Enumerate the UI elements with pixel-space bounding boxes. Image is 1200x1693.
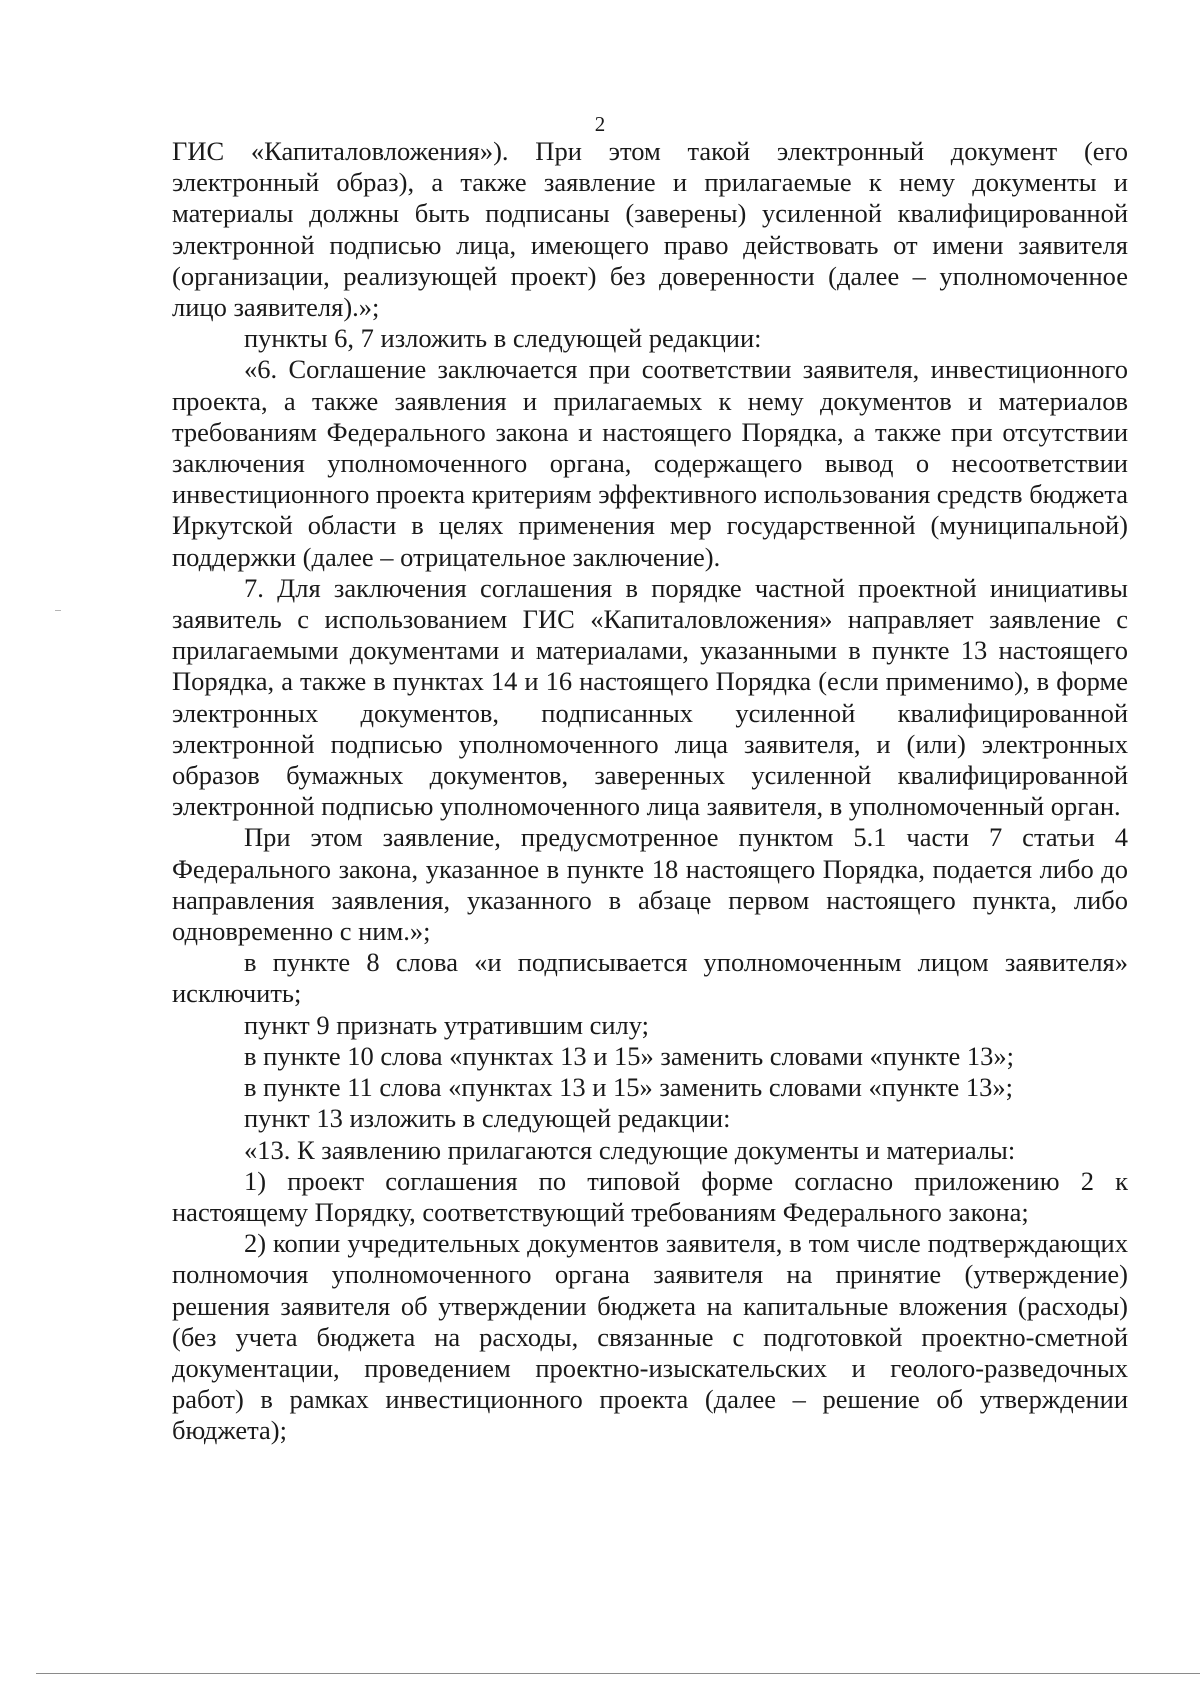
paragraph-continuation: ГИС «Капиталовложения»). При этом такой электронный документ (его электронный образ), а также заявление и прилагаемые к нему документы и материалы должны быть подписаны (заверены) усиленной квалифицированной электронной подписью лица, имеющего право действовать от имени заявителя (организации, реализующей проект) без доверенности (далее – уполномоченное лицо заявителя).»;: [172, 136, 1128, 323]
paragraph-point-7: 7. Для заключения соглашения в порядке частной проектной инициативы заявитель с использованием ГИС «Капиталовложения» направляет заявление с прилагаемыми документами и материалами, указанными в пункте 13 настоящего Порядка, а также в пунктах 14 и 16 настоящего Порядка (если применимо), в форме электронных документов, подписанных усиленной квалифицированной электронной подписью уполномоченного лица заявителя, и (или) электронных образов бумажных документов, заверенных усиленной квалифицированной электронной подписью уполномоченного лица заявителя, в уполномоченный орган.: [172, 572, 1128, 822]
scan-artifact: [55, 610, 61, 611]
paragraph-point-6: «6. Соглашение заключается при соответствии заявителя, инвестиционного проекта, а также заявления и прилагаемых к нему документов и материалов требованиям Федерального закона и настоящего Порядка, а также при отсутствии заключения уполномоченного органа, содержащего вывод о несоответствии инвестиционного проекта критериям эффективного использования средств бюджета Иркутской области в целях применения мер государственной (муниципальной) поддержки (далее – отрицательное заключение).: [172, 354, 1128, 572]
paragraph-point-13-intro: пункт 13 изложить в следующей редакции:: [244, 1103, 731, 1134]
document-body: [172, 136, 1128, 1447]
paragraph-point-10-amendment: в пункте 10 слова «пунктах 13 и 15» заменить словами «пункте 13»;: [244, 1040, 1015, 1071]
paragraph-point-8-amendment: в пункте 8 слова «и подписывается уполномоченным лицом заявителя» исключить;: [172, 947, 1128, 1009]
page-number: 2: [594, 112, 606, 136]
paragraph-point-13: «13. К заявлению прилагаются следующие документы и материалы:: [244, 1134, 1016, 1165]
paragraph-point-9-amendment: пункт 9 признать утратившим силу;: [244, 1009, 650, 1040]
list-item-2: 2) копии учредительных документов заявителя, в том числе подтверждающих полномочия уполномоченного органа заявителя на принятие (утверждение) решения заявителя об утверждении бюджета на капитальные вложения (расходы) (без учета бюджета на расходы, связанные с подготовкой проектно-сметной документации, проведением проектно-изыскательских и геолого-разведочных работ) в рамках инвестиционного проекта (далее – решение об утверждении бюджета);: [172, 1228, 1128, 1446]
paragraph-point-11-amendment: в пункте 11 слова «пунктах 13 и 15» заменить словами «пункте 13»;: [244, 1072, 1014, 1103]
paragraph-point-7-application: При этом заявление, предусмотренное пунктом 5.1 части 7 статьи 4 Федерального закона, указанное в пункте 18 настоящего Порядка, подается либо до направления заявления, указанного в абзаце первом настоящего пункта, либо одновременно с ним.»;: [172, 822, 1128, 947]
list-item-1: 1) проект соглашения по типовой форме согласно приложению 2 к настоящему Порядку, соответствующий требованиям Федерального закона;: [172, 1165, 1128, 1227]
page-bottom-rule: [36, 1673, 1200, 1674]
paragraph-points-6-7-intro: пункты 6, 7 изложить в следующей редакции:: [244, 323, 762, 354]
